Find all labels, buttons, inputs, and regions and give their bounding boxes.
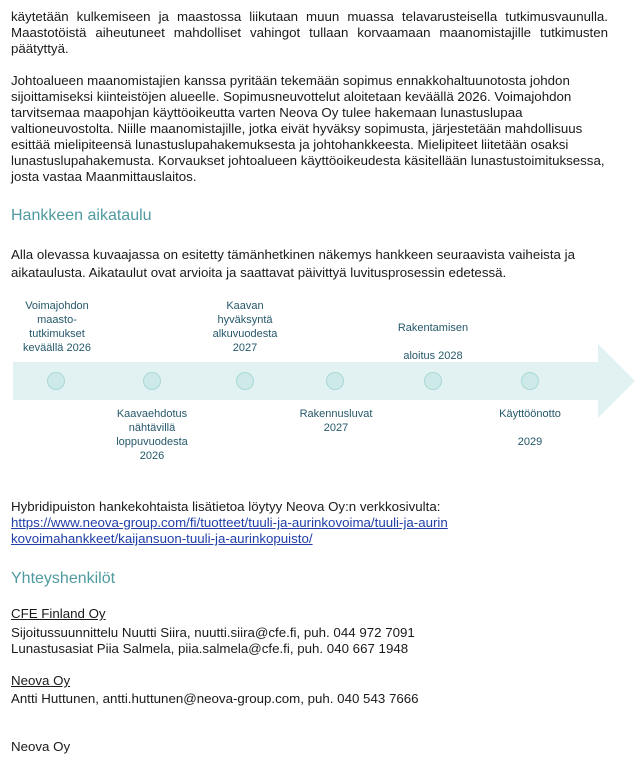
- schedule-heading: Hankkeen aikataulu: [11, 207, 152, 224]
- milestone-label: Käyttöönotto 2029: [499, 408, 561, 448]
- intro-paragraph-tail: käytetään kulkemiseen ja maastossa liikutaan muun muassa telavarusteisella tutkimusvaunulla. Maastotöistä aiheutuneet mahdolliset vahingot tullaan korvaamaan maanomistajille tutkimusten päätyttyä.: [11, 9, 608, 56]
- milestone-dot: [236, 372, 254, 390]
- neova-contact-line: Antti Huttunen, antti.huttunen@neova-group.com, puh. 040 543 7666: [11, 691, 419, 706]
- cfe-contact-line: Lunastusasiat Piia Salmela, piia.salmela@cfe.fi, puh. 040 667 1948: [11, 641, 409, 656]
- milestone-dot: [521, 372, 539, 390]
- agreement-paragraph: Johtoalueen maanomistajien kanssa pyritään tekemään sopimus ennakkohaltuunotosta johdon sijoittamiseksi kiinteistöjen alueelle. Sopimusneuvottelut aloitetaan keväällä 2026. Voimajohdon tarvitsemaa maapohjan käyttöoikeutta varten Neova Oy tulee hakemaan lunastuslupaa valtioneuvostolta. Niille maanomistajille, jotka eivät hyväksy sopimusta, järjestetään mahdollisuus esittää mielipiteensä lunastuslupahakemuksesta ja johtohankkeesta. Mielipiteet liitetään osaksi lunastuslupahakemusta. Korvaukset johtoalueen käyttöoikeudesta käsitellään lunastustoimituksessa, josta vastaa Maanmittauslaitos.: [11, 73, 605, 184]
- cfe-company-name: CFE Finland Oy: [11, 606, 106, 621]
- milestone-label: Voimajohdon maasto- tutkimukset keväällä 2026: [23, 300, 91, 354]
- milestone-label: Kaavan hyväksyntä alkuvuodesta 2027: [212, 300, 278, 354]
- timeline-diagram: [0, 290, 635, 470]
- milestone-dot: [143, 372, 161, 390]
- milestone-dot: [47, 372, 65, 390]
- milestone-dot: [326, 372, 344, 390]
- milestone-dot: [424, 372, 442, 390]
- footer-company: Neova Oy: [11, 739, 71, 754]
- milestone-label: Rakennusluvat 2027: [299, 408, 373, 434]
- contacts-heading: Yhteyshenkilöt: [11, 570, 116, 587]
- more-info-text: Hybridipuiston hankekohtaista lisätietoa löytyy Neova Oy:n verkkosivulta:: [11, 499, 441, 514]
- schedule-intro: Alla olevassa kuvaajassa on esitetty tämänhetkinen näkemys hankkeen seuraavista vaiheista ja aikataulusta. Aikataulut ovat arvioita ja saattavat päivittyä luvitusprosessin edetessä.: [11, 247, 575, 280]
- project-webpage-link[interactable]: https://www.neova-group.com/fi/tuotteet/tuuli-ja-aurinkovoima/tuuli-ja-aurinkovoimahankkeet/kaijansuon-tuuli-ja-aurinkopuisto/: [11, 515, 448, 546]
- milestone-label: Kaavaehdotus nähtävillä loppuvuodesta 2026: [116, 408, 188, 462]
- neova-company-name: Neova Oy: [11, 673, 71, 688]
- cfe-contact-line: Sijoitussuunnittelu Nuutti Siira, nuutti.siira@cfe.fi, puh. 044 972 7091: [11, 625, 415, 640]
- milestone-label: Rakentamisen aloitus 2028: [397, 322, 469, 362]
